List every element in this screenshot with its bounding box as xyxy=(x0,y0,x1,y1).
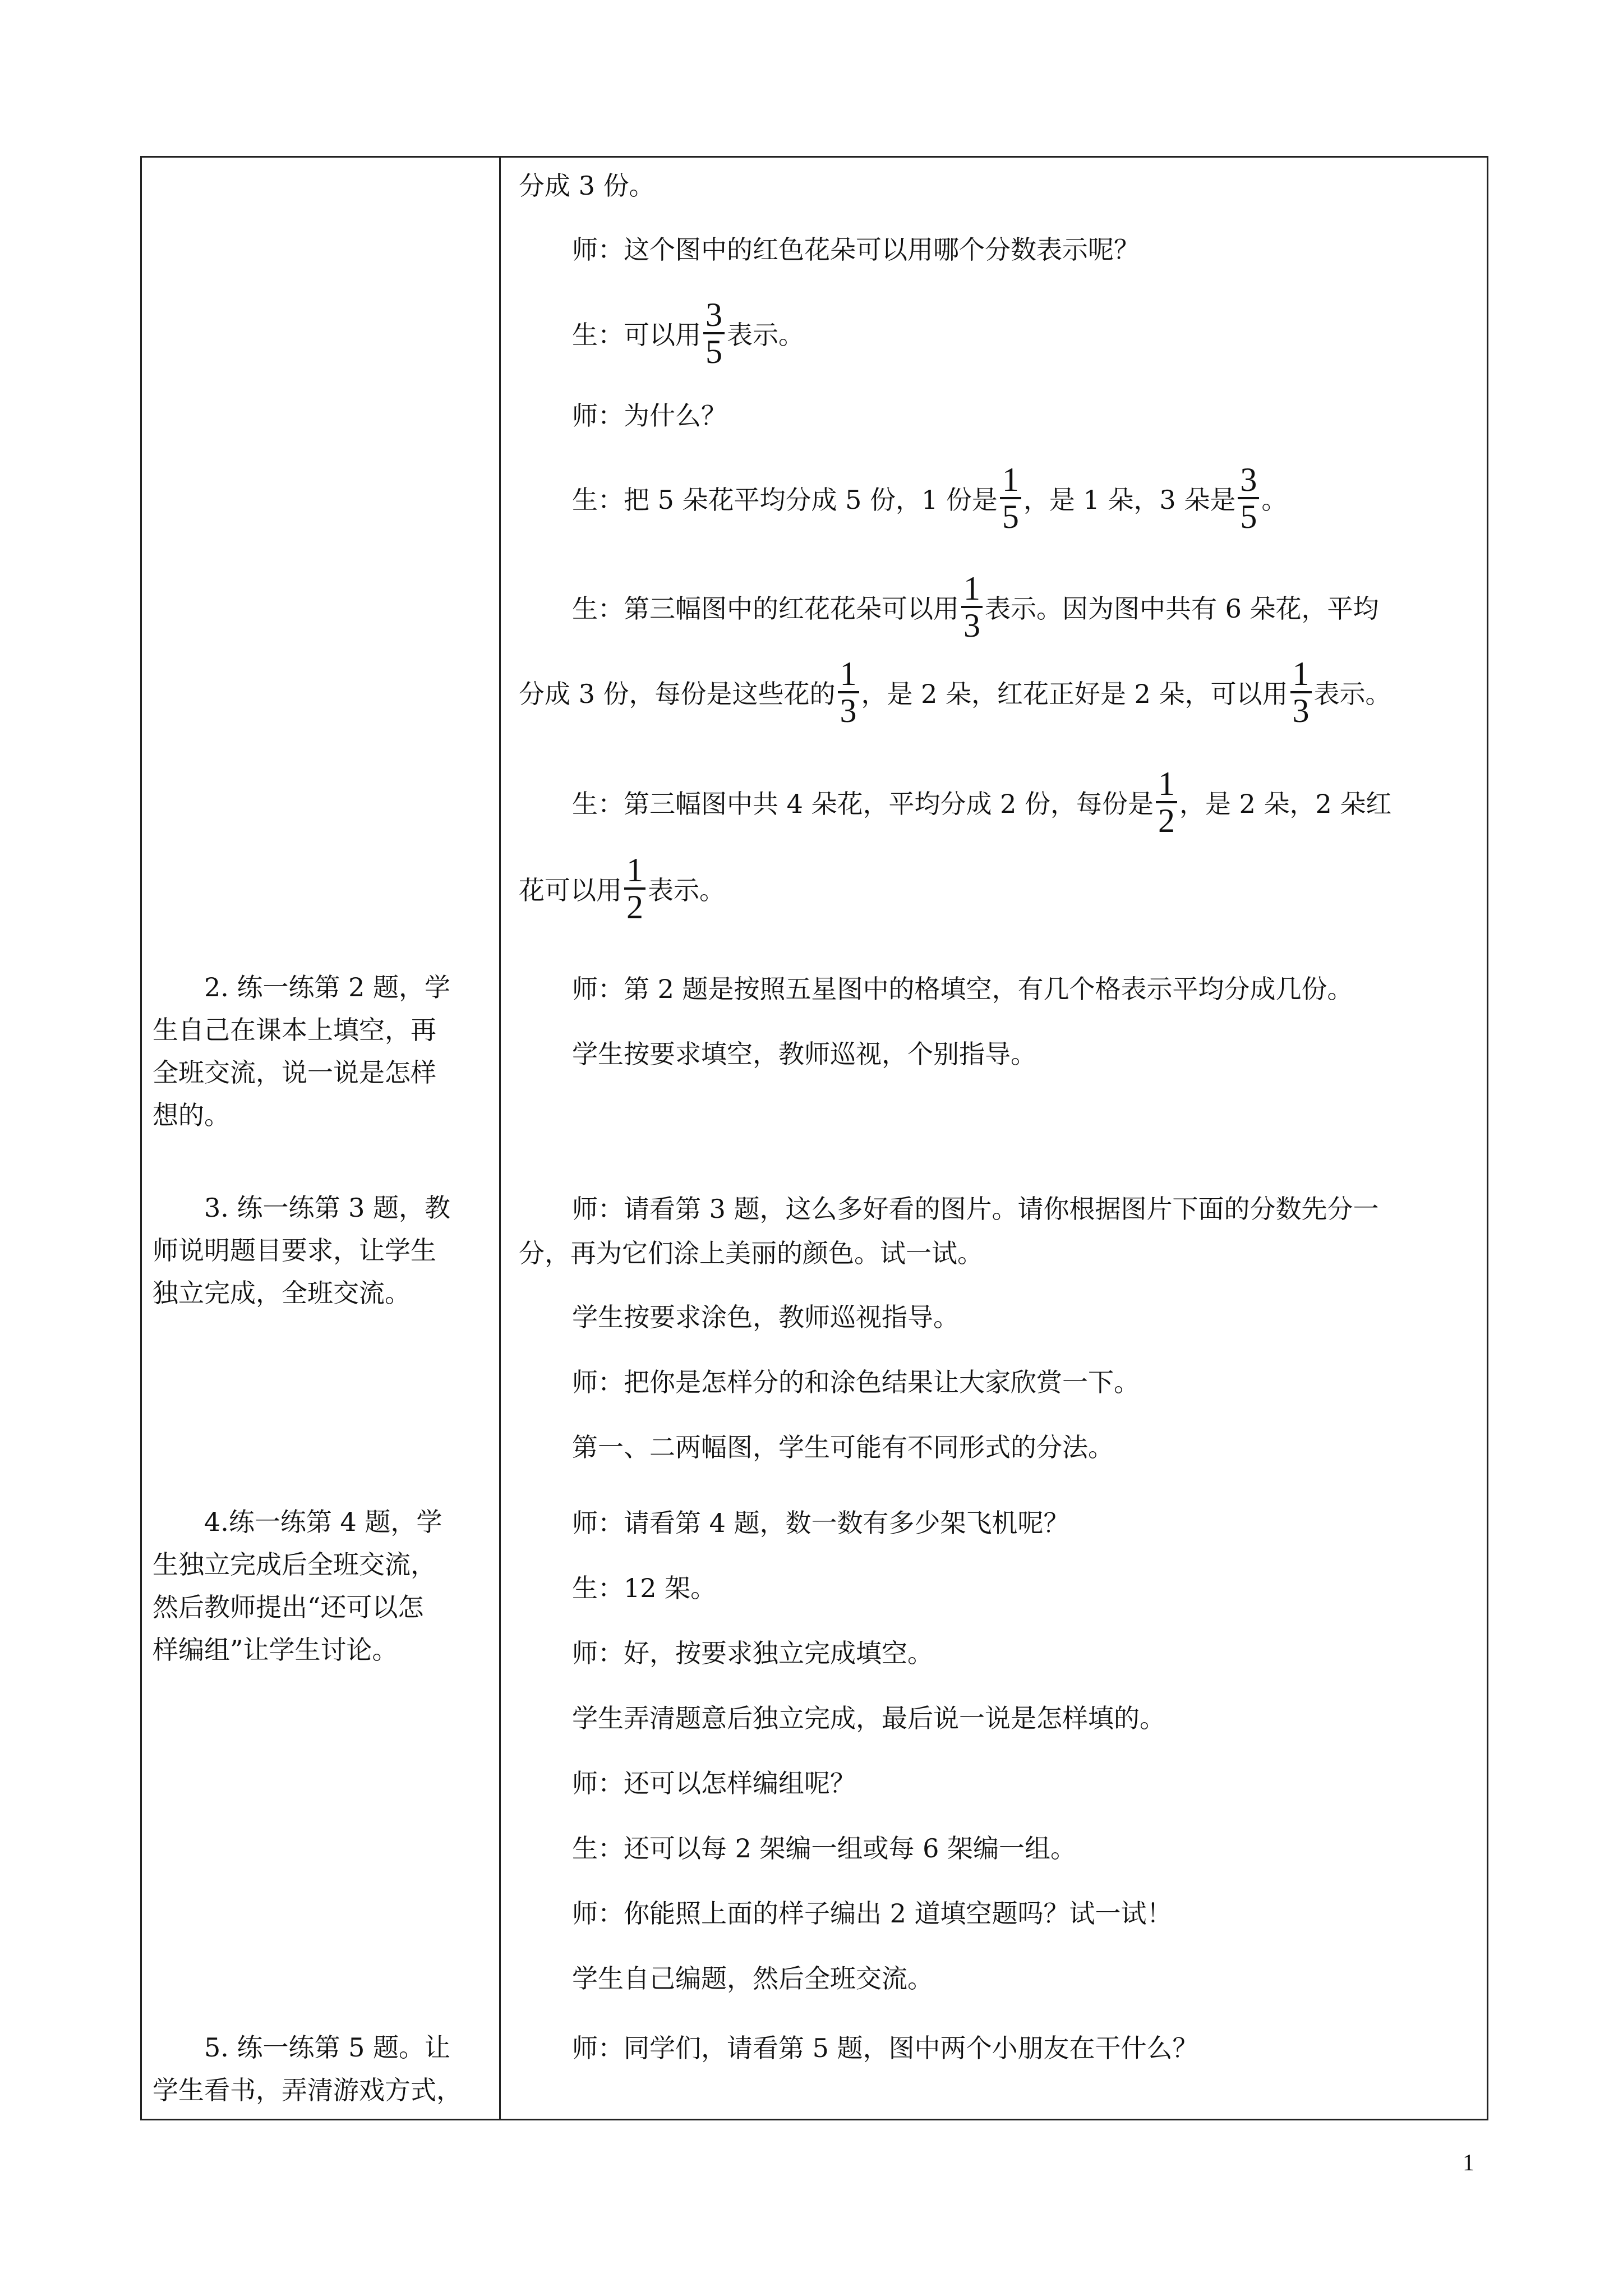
text-segment: 生：第三幅图中共 4 朵花，平均分成 2 份，每份是 xyxy=(572,789,1154,819)
right-line-22: 生：还可以每 2 架编一组或每 6 架编一组。 xyxy=(572,1833,1077,1864)
text-segment: 表示。因为图中共有 6 朵花，平均 xyxy=(985,593,1379,624)
right-line-21: 师：还可以怎样编组呢？ xyxy=(572,1768,856,1798)
fraction-one-half xyxy=(1156,766,1177,838)
fraction-numerator: 1 xyxy=(961,571,983,608)
fraction-numerator: 3 xyxy=(703,297,725,334)
text-segment: 表示。 xyxy=(727,320,804,350)
fraction-numerator: 1 xyxy=(1156,766,1177,803)
column-divider xyxy=(499,156,501,2120)
fraction-one-fifth xyxy=(1000,462,1021,534)
fraction-denominator: 5 xyxy=(1240,498,1257,535)
right-line-16: 第一、二两幅图，学生可能有不同形式的分法。 xyxy=(572,1432,1114,1462)
right-line-10: 师：第 2 题是按照五星图中的格填空，有几个格表示平均分成几份。 xyxy=(572,974,1353,1004)
fraction-three-fifths xyxy=(1238,462,1259,534)
right-line-20: 学生弄清题意后独立完成，最后说一说是怎样填的。 xyxy=(572,1703,1165,1733)
fraction-one-third xyxy=(961,571,983,643)
lesson-table xyxy=(140,156,1488,2120)
right-line-3 xyxy=(572,294,804,372)
fraction-numerator: 1 xyxy=(624,853,645,890)
text-segment: 表示。 xyxy=(1313,679,1391,709)
left-line: 学生看书，弄清游戏方式， xyxy=(153,2075,462,2105)
fraction-numerator: 1 xyxy=(1290,656,1312,693)
left-line: 生独立完成后全班交流， xyxy=(153,1549,436,1580)
left-line: 生自己在课本上填空，再 xyxy=(153,1015,436,1045)
text-segment: 生：把 5 朵花平均分成 5 份，1 份是 xyxy=(572,485,998,515)
left-step-2 xyxy=(153,966,488,1137)
fraction-one-third xyxy=(1290,656,1312,728)
right-line-17: 师：请看第 4 题，数一数有多少架飞机呢？ xyxy=(572,1508,1069,1538)
left-line: 师说明题目要求，让学生 xyxy=(153,1235,436,1266)
text-segment: 表示。 xyxy=(648,875,725,905)
text-segment: ，是 1 朵，3 朵是 xyxy=(1023,485,1236,515)
fraction-one-half xyxy=(624,853,645,924)
fraction-denominator: 3 xyxy=(963,607,980,644)
fraction-numerator: 1 xyxy=(838,656,859,693)
fraction-one-third xyxy=(838,656,859,728)
right-line-24: 学生自己编题，然后全班交流。 xyxy=(572,1963,933,1994)
right-line-14: 学生按要求涂色，教师巡视指导。 xyxy=(572,1302,959,1332)
fraction-denominator: 2 xyxy=(626,889,643,926)
text-segment: 花可以用 xyxy=(519,875,622,905)
left-line: 2. 练一练第 2 题，学 xyxy=(204,972,451,1002)
right-line-5 xyxy=(572,459,1287,537)
text-segment: ，是 2 朵，2 朵红 xyxy=(1179,789,1392,819)
left-line: 然后教师提出“还可以怎 xyxy=(153,1592,424,1622)
fraction-denominator: 3 xyxy=(840,692,857,729)
fraction-denominator: 2 xyxy=(1158,802,1175,839)
fraction-numerator: 3 xyxy=(1238,462,1259,499)
left-line: 样编组”让学生讨论。 xyxy=(153,1635,398,1665)
left-line: 想的。 xyxy=(153,1100,230,1130)
right-line-13: 分，再为它们涂上美丽的颜色。试一试。 xyxy=(519,1238,983,1268)
right-line-6 xyxy=(572,568,1379,646)
right-line-9 xyxy=(519,849,725,928)
text-segment: 。 xyxy=(1261,485,1288,515)
left-line: 5. 练一练第 5 题。让 xyxy=(204,2032,451,2063)
fraction-numerator: 1 xyxy=(1000,462,1021,499)
right-line-15: 师：把你是怎样分的和涂色结果让大家欣赏一下。 xyxy=(572,1367,1140,1397)
fraction-denominator: 5 xyxy=(706,333,722,370)
fraction-three-fifths xyxy=(703,297,725,369)
text-segment: 生：可以用 xyxy=(572,320,701,350)
text-segment: 分成 3 份，每份是这些花的 xyxy=(519,679,836,709)
right-line-8 xyxy=(572,763,1391,841)
text-segment: 生：第三幅图中的红花花朵可以用 xyxy=(572,593,959,624)
left-line: 独立完成，全班交流。 xyxy=(153,1278,411,1308)
right-line-23: 师：你能照上面的样子编出 2 道填空题吗？试一试！ xyxy=(572,1898,1173,1929)
right-line-7 xyxy=(519,653,1391,731)
right-line-18: 生：12 架。 xyxy=(572,1573,717,1603)
right-line-1: 分成 3 份。 xyxy=(519,171,655,201)
fraction-denominator: 5 xyxy=(1002,498,1019,535)
text-segment: ，是 2 朵，红花正好是 2 朵，可以用 xyxy=(861,679,1288,709)
left-step-5 xyxy=(153,2026,488,2111)
left-line: 3. 练一练第 3 题，教 xyxy=(204,1193,451,1223)
left-step-4 xyxy=(153,1501,488,1671)
left-line: 全班交流，说一说是怎样 xyxy=(153,1057,436,1088)
fraction-denominator: 3 xyxy=(1292,692,1310,729)
right-line-25: 师：同学们，请看第 5 题，图中两个小朋友在干什么？ xyxy=(572,2033,1198,2063)
left-line: 4.练一练第 4 题，学 xyxy=(204,1507,442,1537)
left-step-3 xyxy=(153,1186,488,1314)
right-line-2: 师：这个图中的红色花朵可以用哪个分数表示呢？ xyxy=(572,234,1140,265)
right-line-4: 师：为什么？ xyxy=(572,401,727,431)
right-line-19: 师：好，按要求独立完成填空。 xyxy=(572,1638,933,1668)
right-line-12: 师：请看第 3 题，这么多好看的图片。请你根据图片下面的分数先分一 xyxy=(572,1194,1379,1224)
page-number: 1 xyxy=(1463,2150,1474,2176)
right-line-11: 学生按要求填空，教师巡视，个别指导。 xyxy=(572,1039,1036,1069)
